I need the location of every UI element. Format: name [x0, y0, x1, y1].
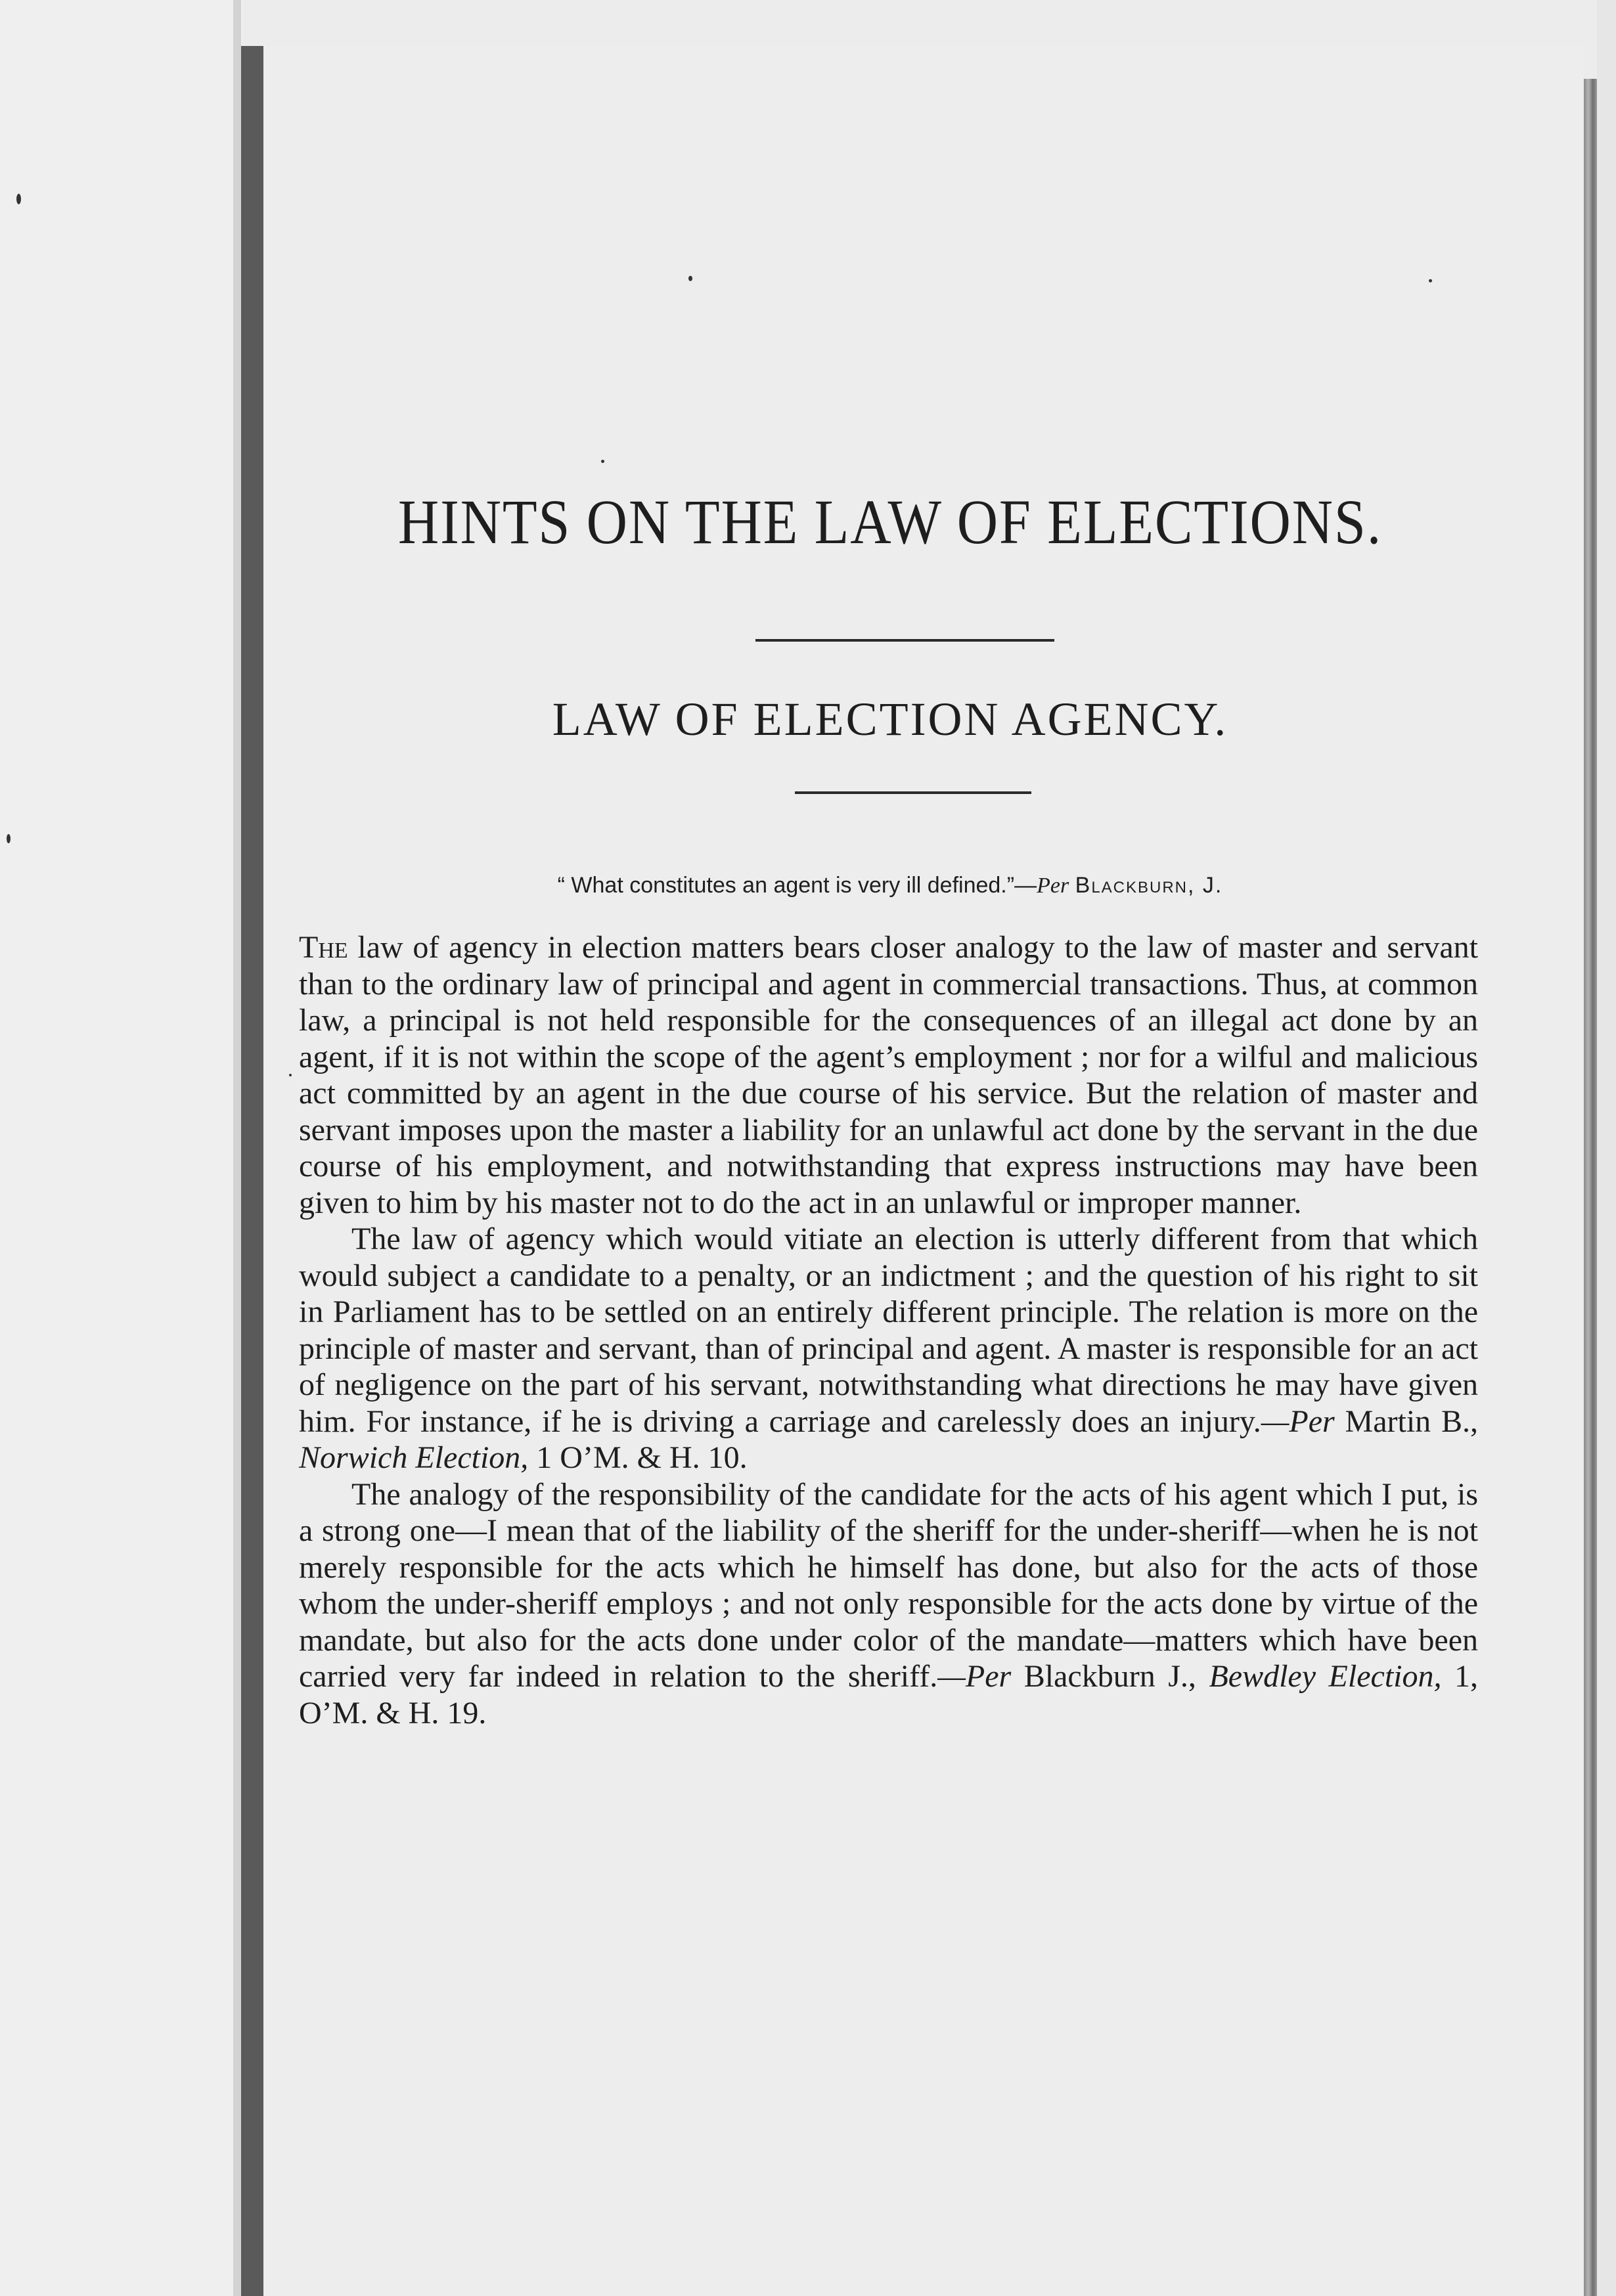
heading-divider [795, 791, 1031, 794]
dust-speck [289, 1074, 292, 1076]
page-stack-edge [1584, 79, 1597, 2296]
citation-per: —Per [1261, 1403, 1335, 1439]
epigraph-quote: “ What constitutes an agent is very ill defined.”— [557, 873, 1037, 898]
page-title: HINTS ON THE LAW OF ELECTIONS. [397, 487, 1383, 557]
paragraph [299, 929, 1478, 1221]
facing-page-edge [233, 0, 241, 2296]
body-text [299, 929, 1478, 1731]
paragraph-text: law of agency in election matters bears closer analogy to the law of master and servant than to the ordinary law of principal and agent in commercial transactions. Thus, at common law, a principal is not held responsible for the consequences of an illegal act done by an agent, if it is not within the scope of the agent’s employment ; nor for a wilful and malicious act committed by an agent in the due course of his service. But the relation of master and servant imposes upon the master a liability for an unlawful act done by the servant in the due course of his employment, and notwithstanding that express instructions may have been given to him by his master not to do the act in an unlawful or improper manner. [299, 930, 1478, 1220]
dust-speck [601, 460, 604, 463]
citation-case: Norwich Election, [299, 1440, 529, 1475]
citation-per: —Per [937, 1659, 1012, 1694]
dust-speck [1429, 279, 1432, 282]
book-binding-shadow [241, 46, 263, 2296]
dust-speck [7, 834, 11, 843]
epigraph-attribution: Blackburn, J. [1075, 873, 1223, 898]
paragraph-text: The law of agency which would vitiate an election is utterly different from that which would subject a candidate to a penalty, or an indictment ; and the question of his right to sit in Parliament has to be settled on an entirely different principle. The relation is more on the principle of master and servant, than of principal and agent. A master is responsible for an act of negligence on the part of his servant, notwithstanding what directions he may have given him. For instance, if he is driving a carriage and carelessly does an injury. [299, 1222, 1478, 1439]
paragraph [299, 1476, 1478, 1732]
paragraph-text: The analogy of the responsibility of the candidate for the acts of his agent which I put, is a strong one—I mean that of the liability of the sheriff for the under-sheriff—when he is not merely responsible for the acts which he himself has done, but also for the acts of those whom the under-sheriff employs ; and not only responsible for the acts done by virtue of the mandate, but also for the acts done under color of the mandate—matters which have been carried very far indeed in relation to the sheriff. [299, 1476, 1478, 1694]
paragraph [299, 1221, 1478, 1476]
title-divider [755, 639, 1054, 642]
citation-case: Bewdley Election, [1209, 1659, 1442, 1694]
paragraph-lead-word: The [299, 930, 348, 965]
dust-speck [688, 276, 692, 281]
citation-judge: Blackburn J., [1011, 1659, 1209, 1694]
citation-reference: 1 O’M. & H. 10. [528, 1440, 748, 1475]
dust-speck [16, 194, 21, 204]
epigraph-per: Per [1037, 873, 1069, 898]
section-heading: LAW OF ELECTION AGENCY. [552, 693, 1228, 745]
epigraph [299, 870, 1481, 901]
facing-page-blank [0, 0, 243, 2296]
citation-judge: Martin B., [1334, 1403, 1479, 1439]
scan-background [1597, 0, 1616, 2296]
citation-reference: 1, O’M. & H. 19. [299, 1659, 1479, 1731]
